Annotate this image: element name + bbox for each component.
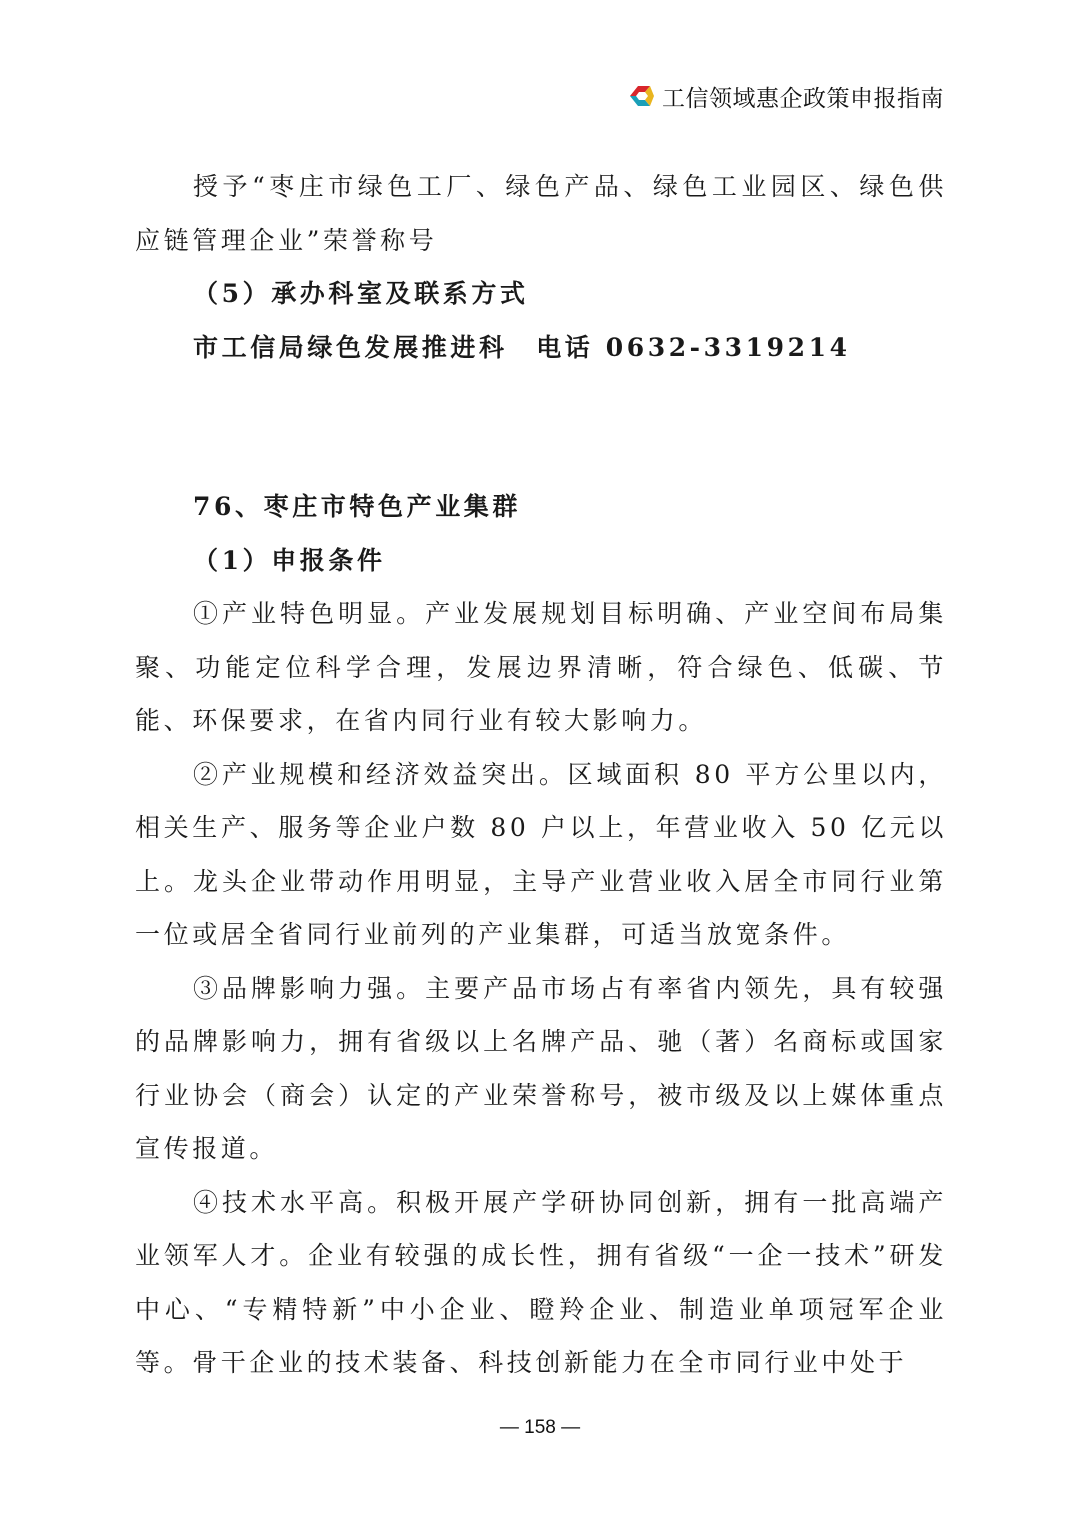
condition-3: ③品牌影响力强。主要产品市场占有率省内领先，具有较强的品牌影响力，拥有省级以上名牌产品、驰（著）名商标或国家行业协会（商会）认定的产业荣誉称号，被市级及以上媒体重点宣传报道。 — [135, 973, 947, 1163]
header-divider — [135, 127, 945, 128]
page-number: — 158 — — [499, 1417, 581, 1438]
page-header — [626, 78, 944, 114]
condition-2: ②产业规模和经济效益突出。区域面积 80 平方公里以内，相关生产、服务等企业户数 80 户以上，年营业收入 50 亿元以上。龙头企业带动作用明显，主导产业营业收入居全市同行业第一位或居全省同行业前列的产业集群，可适当放宽条件。 — [135, 759, 947, 949]
section-title: 76、枣庄市特色产业集群 — [193, 492, 521, 521]
tricolor-arrow-logo-icon — [626, 81, 656, 111]
section-gap — [135, 374, 947, 480]
condition-1: ①产业特色明显。产业发展规划目标明确、产业空间布局集聚、功能定位科学合理，发展边界清晰，符合绿色、低碳、节能、环保要求，在省内同行业有较大影响力。 — [135, 599, 947, 735]
document-body — [135, 160, 947, 1390]
condition-4: ④技术水平高。积极开展产学研协同创新，拥有一批高端产业领军人才。企业有较强的成长性，拥有省级“一企一技术”研发中心、“专精特新”中小企业、瞪羚企业、制造业单项冠军企业等。骨干企业的技术装备、科技创新能力在全市同行业中处于 — [135, 1187, 947, 1377]
subheading-contact: （5）承办科室及联系方式 — [193, 279, 529, 308]
subheading-conditions: （1）申报条件 — [193, 545, 386, 575]
paragraph-honor-title: 授予“枣庄市绿色工厂、绿色产品、绿色工业园区、绿色供应链管理企业”荣誉称号 — [135, 172, 947, 255]
contact-info: 市工信局绿色发展推进科 电话 0632-3319214 — [193, 332, 851, 362]
header-title: 工信领域惠企政策申报指南 — [662, 85, 944, 112]
